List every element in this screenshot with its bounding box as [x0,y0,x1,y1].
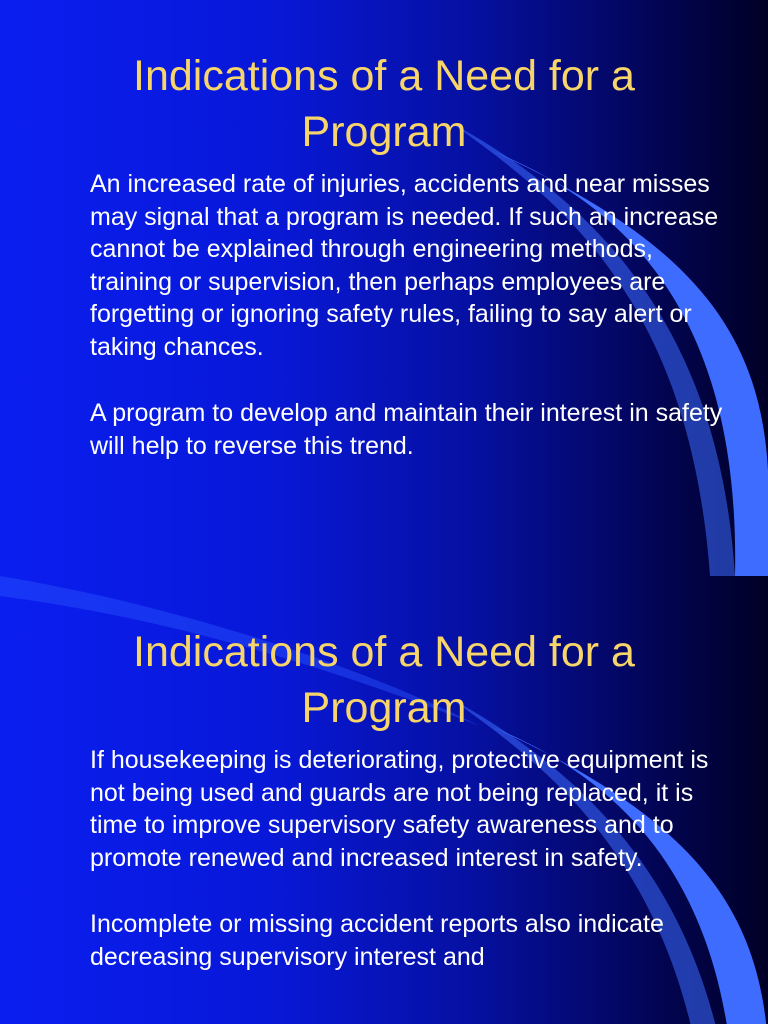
slide-title: Indications of a Need for a Program [133,628,635,732]
slide-paragraph: If housekeeping is deteriorating, protective equipment is not being used and guards are not being replaced, it is time to improve supervisory safety awareness and to promote renewed and increased interest in safety. [90,746,709,872]
slide-body [90,168,730,496]
slide-paragraph: An increased rate of injuries, accidents and near misses may signal that a program is needed. If such an increase cannot be explained through engineering methods, training or supervision, then perhaps employees are forgetting or ignoring safety rules, failing to say alert or taking chances. [90,170,719,361]
slide-2 [0,576,768,1024]
slide-paragraph: Incomplete or missing accident reports also indicate decreasing supervisory interest and [90,910,664,971]
slide-title: Indications of a Need for a Program [133,52,635,156]
slide-paragraph: A program to develop and maintain their interest in safety will help to reverse this trend. [90,399,723,460]
slide-body [90,744,730,1007]
